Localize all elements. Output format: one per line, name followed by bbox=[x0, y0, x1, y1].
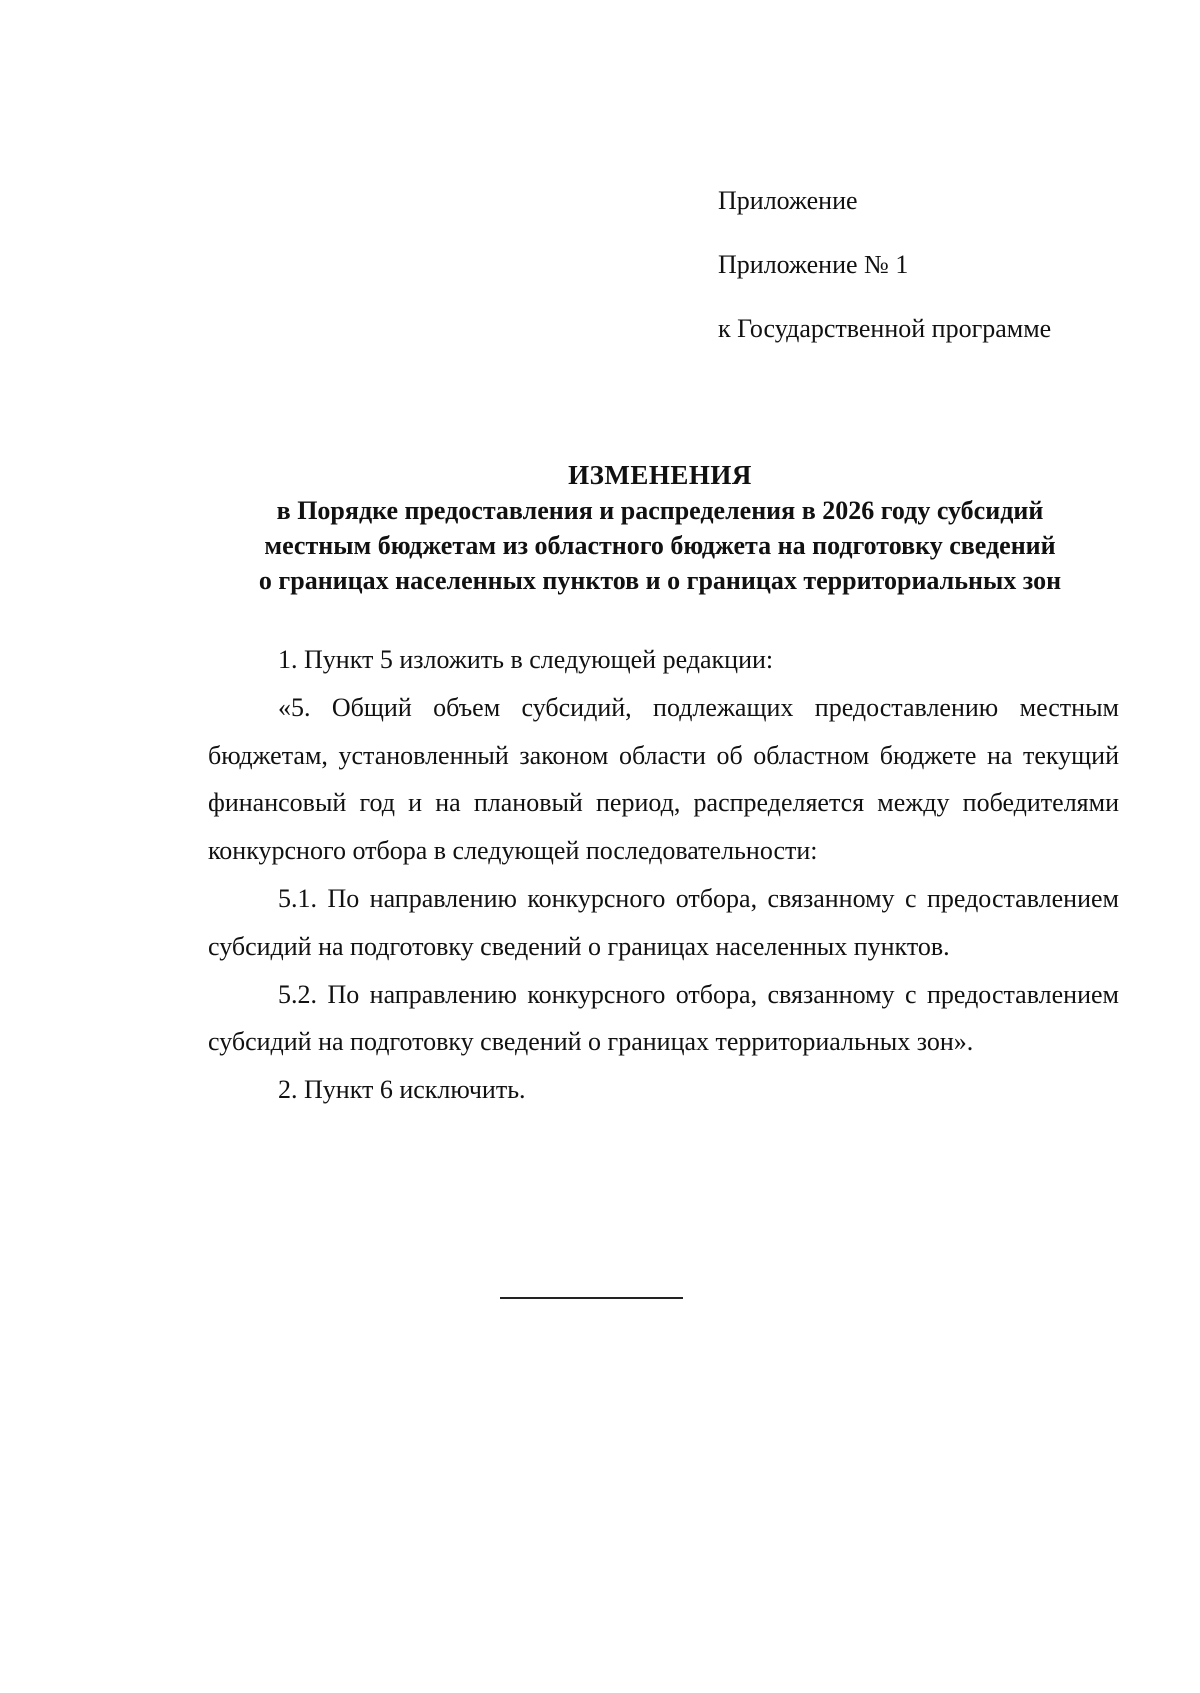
paragraph-4: 5.2. По направлению конкурсного отбора, связанному с предоставлением субсидий на подготовку сведений о границах территориальных зон». bbox=[208, 979, 1119, 1057]
title-main: ИЗМЕНЕНИЯ bbox=[568, 460, 752, 490]
annex-line-2: Приложение № 1 bbox=[718, 250, 909, 279]
end-divider bbox=[500, 1297, 683, 1299]
title-line-3: о границах населенных пунктов и о границах территориальных зон bbox=[258, 566, 1062, 595]
document-title bbox=[150, 458, 1170, 598]
paragraph-1: 1. Пункт 5 изложить в следующей редакции: bbox=[278, 645, 774, 674]
document-body bbox=[208, 636, 1119, 1114]
title-line-1: в Порядке предоставления и распределения в 2026 году субсидий bbox=[276, 496, 1044, 525]
annex-line-1: Приложение bbox=[718, 186, 858, 215]
annex-header bbox=[718, 186, 1051, 378]
title-line-2: местным бюджетам из областного бюджета на подготовку сведений bbox=[264, 531, 1056, 560]
annex-line-3: к Государственной программе bbox=[718, 314, 1052, 343]
paragraph-2: «5. Общий объем субсидий, подлежащих предоставлению местным бюджетам, установленный законом области об областном бюджете на текущий финансовый год и на плановый период, распределяется между победителями конкурсного отбора в следующей последовательности: bbox=[208, 692, 1119, 866]
paragraph-3: 5.1. По направлению конкурсного отбора, связанному с предоставлением субсидий на подготовку сведений о границах населенных пунктов. bbox=[208, 883, 1119, 961]
paragraph-5: 2. Пункт 6 исключить. bbox=[278, 1075, 526, 1105]
